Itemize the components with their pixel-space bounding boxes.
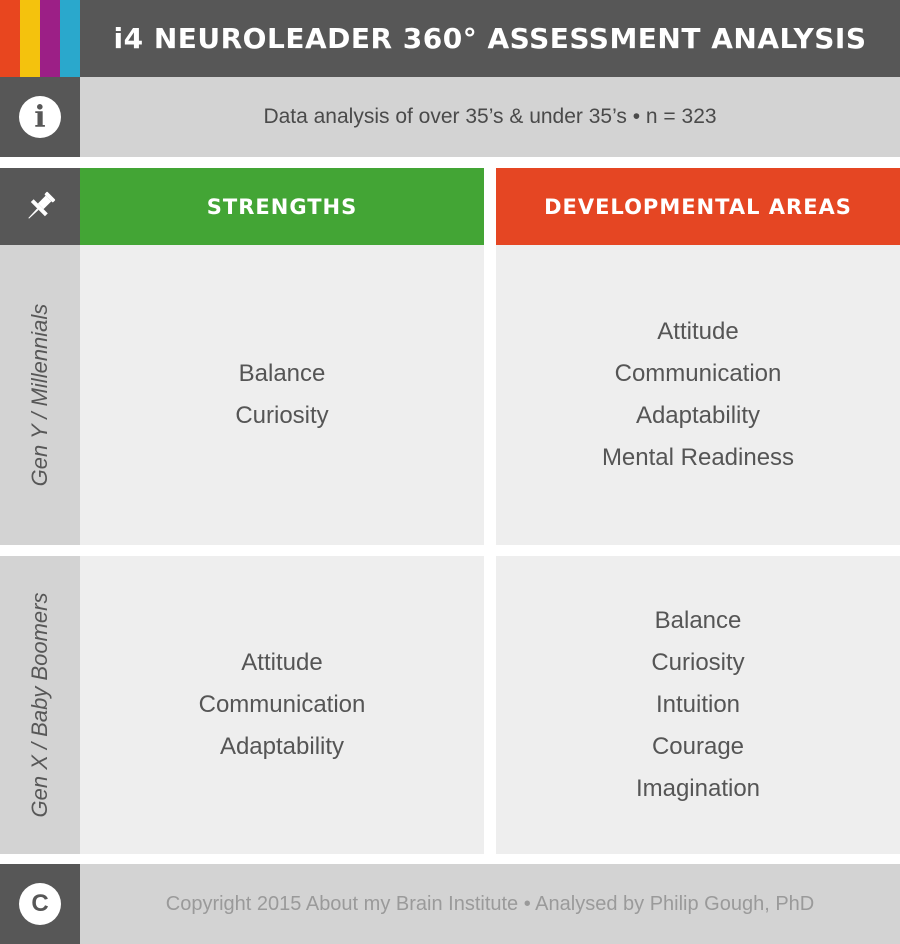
row-label-gen-y-text: Gen Y / Millennials (27, 303, 52, 487)
footer-text: Copyright 2015 About my Brain Institute • Analysed by Philip Gough, PhD (165, 892, 815, 915)
stripe-purple (40, 0, 60, 77)
list-item: Attitude (241, 649, 323, 676)
stripe-yellow (20, 0, 40, 77)
stripe-blue (60, 0, 80, 77)
list-item: Courage (651, 733, 745, 760)
list-item: Mental Readiness (601, 444, 795, 471)
gen-y-strengths-list (235, 353, 328, 437)
list-item: Balance (238, 360, 326, 387)
copyright-icon-glyph: C (31, 890, 49, 917)
row-label-gen-x-text: Gen X / Baby Boomers (27, 592, 52, 818)
pushpin-icon (20, 187, 60, 227)
list-item: Balance (654, 607, 742, 634)
row-label-gen-y (0, 245, 80, 545)
list-item: Communication (614, 360, 782, 387)
copyright-icon-box (0, 864, 80, 944)
info-icon (19, 96, 61, 138)
footer-bar (80, 864, 900, 944)
copyright-icon (19, 883, 61, 925)
list-item: Adaptability (219, 733, 345, 760)
list-item: Intuition (655, 691, 741, 718)
title-bar (80, 0, 900, 77)
gen-y-developmental-list (602, 311, 794, 479)
row-label-gen-x (0, 556, 80, 854)
gen-x-developmental-list (636, 600, 760, 810)
page-title: i4 NEUROLEADER 360° ASSESSMENT ANALYSIS (113, 22, 867, 55)
column-header-strengths-label: STRENGTHS (206, 194, 358, 219)
info-text: Data analysis of over 35’s & under 35’s • n = 323 (263, 105, 717, 128)
list-item: Communication (198, 691, 366, 718)
list-item: Imagination (635, 775, 761, 802)
info-icon-box (0, 77, 80, 157)
cell-gen-x-developmental (496, 556, 900, 854)
column-header-developmental-label: DEVELOPMENTAL AREAS (544, 194, 852, 219)
column-header-strengths (80, 168, 484, 245)
column-header-developmental (496, 168, 900, 245)
list-item: Curiosity (235, 402, 329, 429)
cell-gen-y-developmental (496, 245, 900, 545)
brand-stripes (0, 0, 80, 77)
cell-gen-x-strengths (80, 556, 484, 854)
cell-gen-y-strengths (80, 245, 484, 545)
gen-x-strengths-list (199, 642, 366, 768)
pin-icon-box (0, 168, 80, 245)
list-item: Adaptability (635, 402, 761, 429)
info-bar (80, 77, 900, 157)
info-icon-glyph: i (34, 99, 46, 135)
stripe-orange (0, 0, 20, 77)
list-item: Curiosity (651, 649, 745, 676)
list-item: Attitude (657, 318, 739, 345)
